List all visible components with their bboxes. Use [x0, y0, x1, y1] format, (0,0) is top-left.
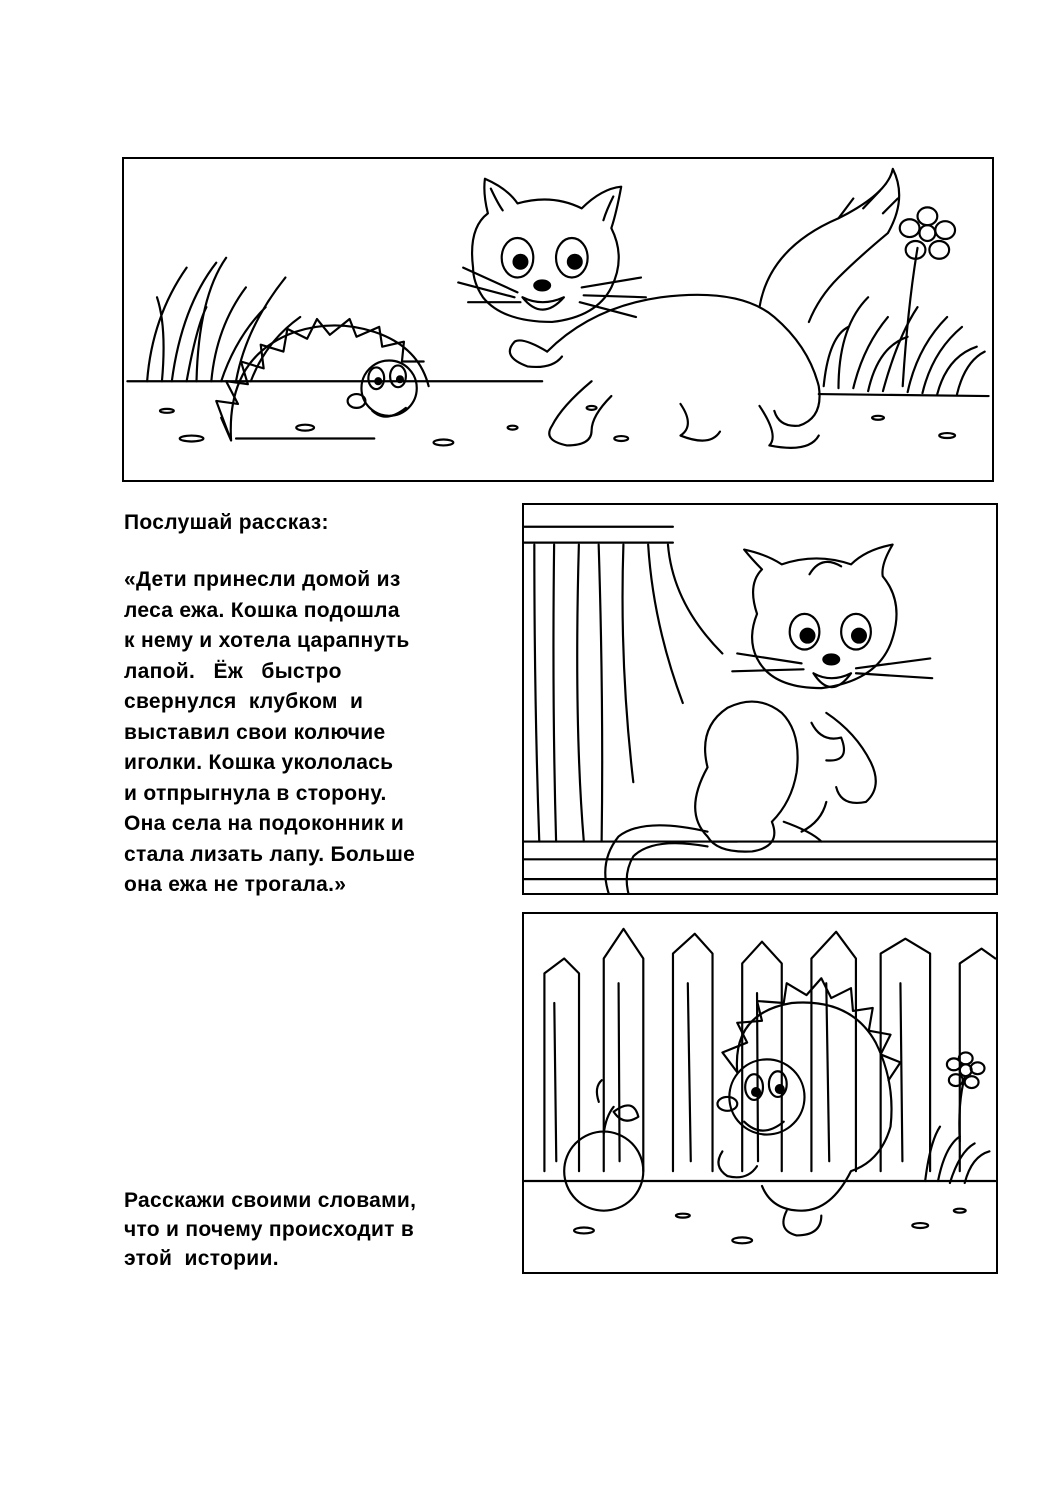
illustration-cat-meets-hedgehog — [122, 157, 994, 482]
story-line: Она села на подоконник и — [124, 812, 405, 835]
hedgehog-by-fence-icon — [524, 914, 996, 1272]
illustration-cat-on-windowsill — [522, 503, 998, 895]
story-line: выставил свои колючие — [124, 720, 386, 744]
cat-on-windowsill-icon — [524, 505, 996, 893]
prompt-line: что и почему происходит в — [124, 1218, 415, 1241]
prompt-line: этой истории. — [124, 1247, 279, 1270]
story-line: свернулся клубком и — [124, 690, 364, 713]
story-line: «Дети принесли домой из — [124, 568, 401, 591]
illustration-hedgehog-by-fence — [522, 912, 998, 1274]
story-line: лапой. Ёж быстро — [124, 659, 342, 683]
story-text — [124, 565, 508, 901]
retell-prompt — [124, 1186, 516, 1273]
story-line: к нему и хотела царапнуть — [124, 629, 410, 652]
story-line: стала лизать лапу. Больше — [124, 842, 416, 866]
story-heading: Послушай рассказ: — [124, 511, 329, 534]
story-line: она ежа не трогала.» — [124, 873, 347, 896]
story-line: леса ежа. Кошка подошла — [124, 598, 400, 622]
prompt-line: Расскажи своими словами, — [124, 1189, 417, 1212]
story-line: и отпрыгнула в сторону. — [124, 781, 387, 805]
story-line: иголки. Кошка укололась — [124, 751, 394, 774]
cat-meets-hedgehog-icon — [124, 159, 992, 480]
